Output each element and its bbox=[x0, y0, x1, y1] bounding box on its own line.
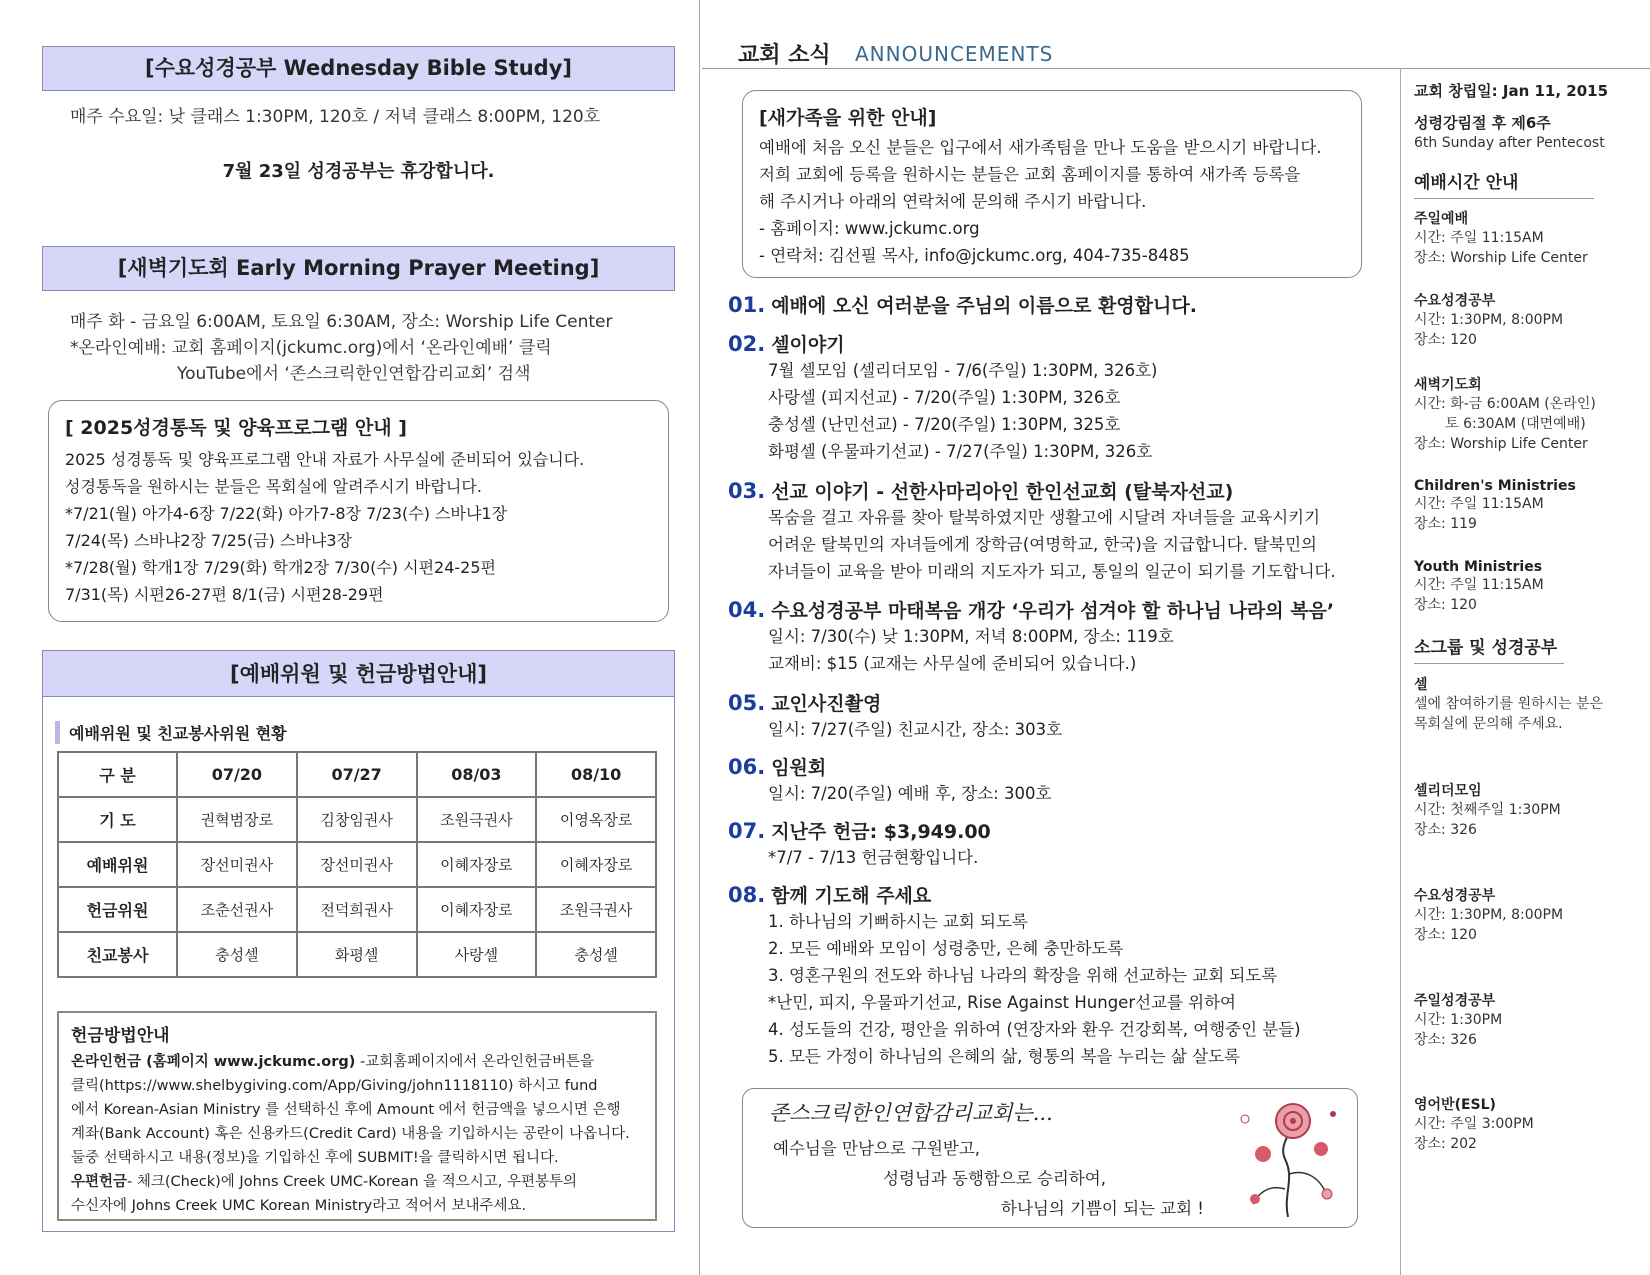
table-cell: 장선미권사 bbox=[297, 842, 417, 887]
group-item-line: 장소: 326 bbox=[1414, 1032, 1477, 1048]
group-item-line: 장소: 326 bbox=[1414, 822, 1477, 838]
newcomer-box bbox=[742, 90, 1362, 278]
worship-item bbox=[1414, 208, 1646, 268]
group-item-name: 주일성경공부 bbox=[1414, 993, 1496, 1009]
giving-title: 헌금방법안내 bbox=[71, 1026, 170, 1046]
column-header: 07/20 bbox=[177, 752, 297, 797]
sidebar-liturgical bbox=[1414, 112, 1646, 153]
bible-reading-row: 7/24(목) 스바냐2장 7/25(금) 스바냐3장 bbox=[65, 531, 353, 550]
group-header-wrap bbox=[1414, 633, 1564, 664]
wednesday-schedule: 매주 수요일: 낮 클래스 1:30PM, 120호 / 저녁 클래스 8:00PM, 120호 bbox=[70, 107, 601, 127]
slogan-line-2: 성령님과 동행함으로 승리하여, bbox=[883, 1169, 1106, 1188]
group-item-line: 시간: 주일 3:00PM bbox=[1414, 1116, 1534, 1132]
table-cell: 장선미권사 bbox=[177, 842, 297, 887]
worship-item-line: 토 6:30AM (대면예배) bbox=[1414, 416, 1586, 432]
group-item-line: 장소: 120 bbox=[1414, 927, 1477, 943]
item-row: 사랑셀 (피지선교) - 7/20(주일) 1:30PM, 326호 bbox=[768, 388, 1121, 407]
worship-header: 예배시간 안내 bbox=[1414, 168, 1594, 199]
item-row: *난민, 피지, 우물파기선교, Rise Against Hunger선교를 위하여 bbox=[768, 993, 1236, 1012]
group-item-line: 장소: 202 bbox=[1414, 1136, 1477, 1152]
online-giving-text: -교회홈페이지에서 온라인헌금버튼을 bbox=[355, 1054, 594, 1070]
giving-row: 에서 Korean-Asian Ministry 를 선택하신 후에 Amount 에서 헌금액을 넣으시면 은행 bbox=[71, 1102, 621, 1118]
row-label: 기 도 bbox=[58, 797, 177, 842]
table-row bbox=[58, 842, 656, 887]
header-rule bbox=[702, 68, 1650, 69]
group-item-name: 수요성경공부 bbox=[1414, 888, 1496, 904]
group-item bbox=[1414, 780, 1646, 840]
item-title: 예배에 오신 여러분을 주님의 이름으로 환영합니다. bbox=[771, 295, 1197, 317]
worship-item bbox=[1414, 478, 1646, 534]
table-cell: 전덕희권사 bbox=[297, 887, 417, 932]
worship-item-line: 장소: Worship Life Center bbox=[1414, 250, 1588, 266]
liturgical-sunday-ko: 성령강림절 후 제6주 bbox=[1414, 114, 1551, 132]
table-cell: 이혜자장로 bbox=[536, 842, 656, 887]
wednesday-header: [수요성경공부 Wednesday Bible Study] bbox=[42, 46, 675, 91]
worship-item-line: 장소: 120 bbox=[1414, 597, 1477, 613]
item-row: 충성셀 (난민선교) - 7/20(주일) 1:30PM, 325호 bbox=[768, 415, 1121, 434]
newcomer-row: 저희 교회에 등록을 원하시는 분들은 교회 홈페이지를 통하여 새가족 등록을 bbox=[759, 165, 1301, 184]
founded-date: 교회 창립일: Jan 11, 2015 bbox=[1414, 82, 1609, 100]
worship-item-line: 시간: 주일 11:15AM bbox=[1414, 496, 1544, 512]
group-item-line: 시간: 1:30PM, 8:00PM bbox=[1414, 907, 1564, 923]
group-item bbox=[1414, 674, 1646, 734]
group-item bbox=[1414, 1094, 1646, 1154]
group-item bbox=[1414, 990, 1646, 1050]
table-row bbox=[58, 797, 656, 842]
giving-row: 수신자에 Johns Creek UMC Korean Ministry라고 적어서 보내주세요. bbox=[71, 1198, 527, 1214]
flower-icon bbox=[1233, 1099, 1343, 1219]
item-number: 08. bbox=[728, 883, 766, 907]
worship-item-name: 수요성경공부 bbox=[1414, 293, 1496, 309]
column-header: 08/03 bbox=[417, 752, 537, 797]
mail-giving-text: - 체크(Check)에 Johns Creek UMC-Korean 을 적으시고, 우편봉투의 bbox=[127, 1174, 578, 1190]
giving-row: 둘중 선택하시고 내용(정보)을 기입하신 후에 SUBMIT!을 클릭하시면 됩니다. bbox=[71, 1150, 559, 1166]
item-number: 06. bbox=[728, 755, 766, 779]
item-number: 03. bbox=[728, 479, 766, 503]
announcement-item-02 bbox=[728, 330, 1388, 465]
group-item-line: 시간: 첫째주일 1:30PM bbox=[1414, 802, 1561, 818]
group-item-name: 셀 bbox=[1414, 677, 1428, 693]
worship-item-line: 시간: 1:30PM, 8:00PM bbox=[1414, 312, 1564, 328]
worship-item-line: 시간: 주일 11:15AM bbox=[1414, 577, 1544, 593]
table-cell: 충성셀 bbox=[177, 932, 297, 977]
item-row: 자녀들이 교육을 받아 미래의 지도자가 되고, 통일의 일군이 되기를 기도합니다. bbox=[768, 562, 1336, 581]
row-label: 헌금위원 bbox=[58, 887, 177, 932]
item-number: 02. bbox=[728, 332, 766, 356]
announcement-item-06 bbox=[728, 753, 1388, 807]
group-item-name: 영어반(ESL) bbox=[1414, 1097, 1496, 1113]
liturgical-sunday-en: 6th Sunday after Pentecost bbox=[1414, 135, 1605, 151]
table-cell: 사랑셀 bbox=[417, 932, 537, 977]
newcomer-row: - 연락처: 김선필 목사, info@jckumc.org, 404-735-8485 bbox=[759, 246, 1190, 265]
table-cell: 김창임권사 bbox=[297, 797, 417, 842]
worship-item bbox=[1414, 290, 1646, 350]
item-title: 셀이야기 bbox=[771, 334, 845, 356]
worship-item-line: 장소: Worship Life Center bbox=[1414, 436, 1588, 452]
giving-row: 계좌(Bank Account) 혹은 신용카드(Credit Card) 내용을 기입하시는 공란이 나옵니다. bbox=[71, 1126, 630, 1142]
slogan-title: 존스크릭한인연합감리교회는... bbox=[769, 1101, 1053, 1125]
item-row: 목숨을 걸고 자유를 찾아 탈북하였지만 생활고에 시달려 자녀들을 교육시키기 bbox=[768, 508, 1321, 527]
bible-reading-row: *7/28(월) 학개1장 7/29(화) 학개2장 7/30(수) 시편24-25편 bbox=[65, 558, 496, 577]
table-header-row bbox=[58, 752, 656, 797]
bible-reading-title: [ 2025성경통독 및 양육프로그램 안내 ] bbox=[65, 417, 407, 439]
giving-mail-row bbox=[71, 1170, 643, 1194]
item-row: 일시: 7/20(주일) 예배 후, 장소: 300호 bbox=[768, 784, 1052, 803]
worship-item-line: 시간: 화-금 6:00AM (온라인) bbox=[1414, 396, 1596, 412]
worship-item-line: 장소: 119 bbox=[1414, 516, 1477, 532]
worship-item-name: 주일예배 bbox=[1414, 211, 1469, 227]
item-row: 화평셀 (우물파기선교) - 7/27(주일) 1:30PM, 326호 bbox=[768, 442, 1153, 461]
worship-item-name: Children's Ministries bbox=[1414, 478, 1576, 494]
item-title: 교인사진촬영 bbox=[771, 693, 882, 715]
item-row: 1. 하나님의 기뻐하시는 교회 되도록 bbox=[768, 912, 1028, 931]
item-title: 선교 이야기 - 선한사마리아인 한인선교회 (탈북자선교) bbox=[771, 481, 1234, 503]
slogan-line-1: 예수님을 만남으로 구원받고, bbox=[773, 1139, 981, 1158]
mail-giving-label: 우편헌금 bbox=[71, 1174, 128, 1190]
item-number: 01. bbox=[728, 293, 766, 317]
online-giving-label: 온라인헌금 (홈페이지 www.jckumc.org) bbox=[71, 1054, 356, 1070]
group-item-line: 시간: 1:30PM bbox=[1414, 1012, 1503, 1028]
worship-item-name: 새벽기도회 bbox=[1414, 377, 1482, 393]
bible-reading-row: 2025 성경통독 및 양육프로그램 안내 자료가 사무실에 준비되어 있습니다. bbox=[65, 450, 585, 469]
duty-table bbox=[57, 751, 657, 978]
slogan-box bbox=[742, 1088, 1358, 1228]
worship-item-line: 시간: 주일 11:15AM bbox=[1414, 230, 1544, 246]
newcomer-row: 예배에 처음 오신 분들은 입구에서 새가족팀을 만나 도움을 받으시기 바랍니다. bbox=[759, 138, 1322, 157]
duty-header: [예배위원 및 헌금방법안내] bbox=[43, 651, 674, 697]
prayer-line-2: *온라인예배: 교회 홈페이지(jckumc.org)에서 ‘온라인예배’ 클릭 bbox=[70, 338, 552, 358]
item-row: 7월 셀모임 (셀리더모임 - 7/6(주일) 1:30PM, 326호) bbox=[768, 361, 1158, 380]
announcement-item-04 bbox=[728, 596, 1388, 677]
group-header: 소그룹 및 성경공부 bbox=[1414, 633, 1564, 664]
item-row: 3. 영혼구원의 전도와 하나님 나라의 확장을 위해 선교하는 교회 되도록 bbox=[768, 966, 1278, 985]
item-title: 함께 기도해 주세요 bbox=[771, 885, 932, 907]
newcomer-row: - 홈페이지: www.jckumc.org bbox=[759, 219, 980, 238]
item-row: *7/7 - 7/13 헌금현황입니다. bbox=[768, 848, 979, 867]
item-number: 04. bbox=[728, 598, 766, 622]
table-cell: 권혁범장로 bbox=[177, 797, 297, 842]
table-cell: 화평셀 bbox=[297, 932, 417, 977]
column-header: 구 분 bbox=[58, 752, 177, 797]
sidebar-divider bbox=[1400, 68, 1401, 1275]
item-title: 지난주 헌금: $3,949.00 bbox=[771, 821, 991, 843]
giving-online-row bbox=[71, 1050, 643, 1074]
left-page bbox=[0, 0, 700, 1275]
item-title: 수요성경공부 마태복음 개강 ‘우리가 섬겨야 할 하나님 나라의 복음’ bbox=[771, 600, 1335, 622]
table-row bbox=[58, 887, 656, 932]
item-row: 2. 모든 예배와 모임이 성령충만, 은혜 충만하도록 bbox=[768, 939, 1124, 958]
group-item-name: 셀리더모임 bbox=[1414, 783, 1482, 799]
slogan-line-3: 하나님의 기쁨이 되는 교회 ! bbox=[1001, 1199, 1204, 1218]
worship-item-name: Youth Ministries bbox=[1414, 559, 1543, 575]
announcement-item-01 bbox=[728, 291, 1388, 318]
page-divider bbox=[699, 0, 700, 1275]
announcements-title: 교회 소식 bbox=[738, 43, 831, 68]
table-cell: 이혜자장로 bbox=[417, 887, 537, 932]
table-cell: 조원극권사 bbox=[536, 887, 656, 932]
table-cell: 조원극권사 bbox=[417, 797, 537, 842]
column-header: 08/10 bbox=[536, 752, 656, 797]
item-row: 교재비: $15 (교재는 사무실에 준비되어 있습니다.) bbox=[768, 654, 1137, 673]
bible-reading-row: 성경통독을 원하시는 분들은 목회실에 알려주시기 바랍니다. bbox=[65, 477, 482, 496]
item-row: 4. 성도들의 건강, 평안을 위하여 (연장자와 환우 건강회복, 여행중인 분들) bbox=[768, 1020, 1301, 1039]
prayer-line-1: 매주 화 - 금요일 6:00AM, 토요일 6:30AM, 장소: Worship Life Center bbox=[70, 312, 613, 332]
newcomer-row: 해 주시거나 아래의 연락처에 문의해 주시기 바랍니다. bbox=[759, 192, 1147, 211]
group-item-line: 셀에 참여하기를 원하시는 분은 bbox=[1414, 696, 1604, 712]
worship-header-wrap bbox=[1414, 168, 1594, 199]
prayer-header: [새벽기도회 Early Morning Prayer Meeting] bbox=[42, 246, 675, 291]
duty-box bbox=[42, 650, 675, 1232]
bible-reading-row: 7/31(목) 시편26-27편 8/1(금) 시편28-29편 bbox=[65, 585, 384, 604]
item-row: 일시: 7/30(수) 낮 1:30PM, 저녁 8:00PM, 장소: 119호 bbox=[768, 627, 1174, 646]
table-row bbox=[58, 932, 656, 977]
announcement-item-08 bbox=[728, 881, 1388, 1070]
giving-box bbox=[57, 1011, 657, 1221]
prayer-line-3: YouTube에서 ‘존스크릭한인연합감리교회’ 검색 bbox=[177, 364, 531, 384]
sidebar-founded bbox=[1414, 80, 1646, 101]
announcement-item-05 bbox=[728, 689, 1388, 743]
announcement-item-07 bbox=[728, 817, 1388, 871]
giving-row: 클릭(https://www.shelbygiving.com/App/Giving/john1118110) 하시고 fund bbox=[71, 1078, 598, 1094]
duty-subtitle: 예배위원 및 친교봉사위원 현황 bbox=[55, 721, 287, 744]
announcements-title-en: ANNOUNCEMENTS bbox=[855, 42, 1054, 66]
item-row: 어려운 탈북민의 자녀들에게 장학금(여명학교, 한국)을 지급합니다. 탈북민의 bbox=[768, 535, 1317, 554]
item-row: 5. 모든 가정이 하나님의 은혜의 삶, 형통의 복을 누리는 삶 살도록 bbox=[768, 1047, 1240, 1066]
bible-reading-box bbox=[48, 400, 669, 622]
item-title: 임원회 bbox=[771, 757, 827, 779]
bible-reading-row: *7/21(월) 아가4-6장 7/22(화) 아가7-8장 7/23(수) 스바냐1장 bbox=[65, 504, 508, 523]
worship-item bbox=[1414, 374, 1646, 454]
table-cell: 이영옥장로 bbox=[536, 797, 656, 842]
table-cell: 이혜자장로 bbox=[417, 842, 537, 887]
worship-item-line: 장소: 120 bbox=[1414, 332, 1477, 348]
wednesday-notice: 7월 23일 성경공부는 휴강합니다. bbox=[222, 161, 495, 182]
item-number: 05. bbox=[728, 691, 766, 715]
worship-item bbox=[1414, 559, 1646, 615]
row-label: 친교봉사 bbox=[58, 932, 177, 977]
table-cell: 조춘선권사 bbox=[177, 887, 297, 932]
item-number: 07. bbox=[728, 819, 766, 843]
column-header: 07/27 bbox=[297, 752, 417, 797]
newcomer-title: [새가족을 위한 안내] bbox=[759, 107, 937, 129]
row-label: 예배위원 bbox=[58, 842, 177, 887]
group-item bbox=[1414, 885, 1646, 945]
item-row: 일시: 7/27(주일) 친교시간, 장소: 303호 bbox=[768, 720, 1063, 739]
announcement-item-03 bbox=[728, 477, 1388, 585]
table-cell: 충성셀 bbox=[536, 932, 656, 977]
group-item-line: 목회실에 문의해 주세요. bbox=[1414, 716, 1563, 732]
